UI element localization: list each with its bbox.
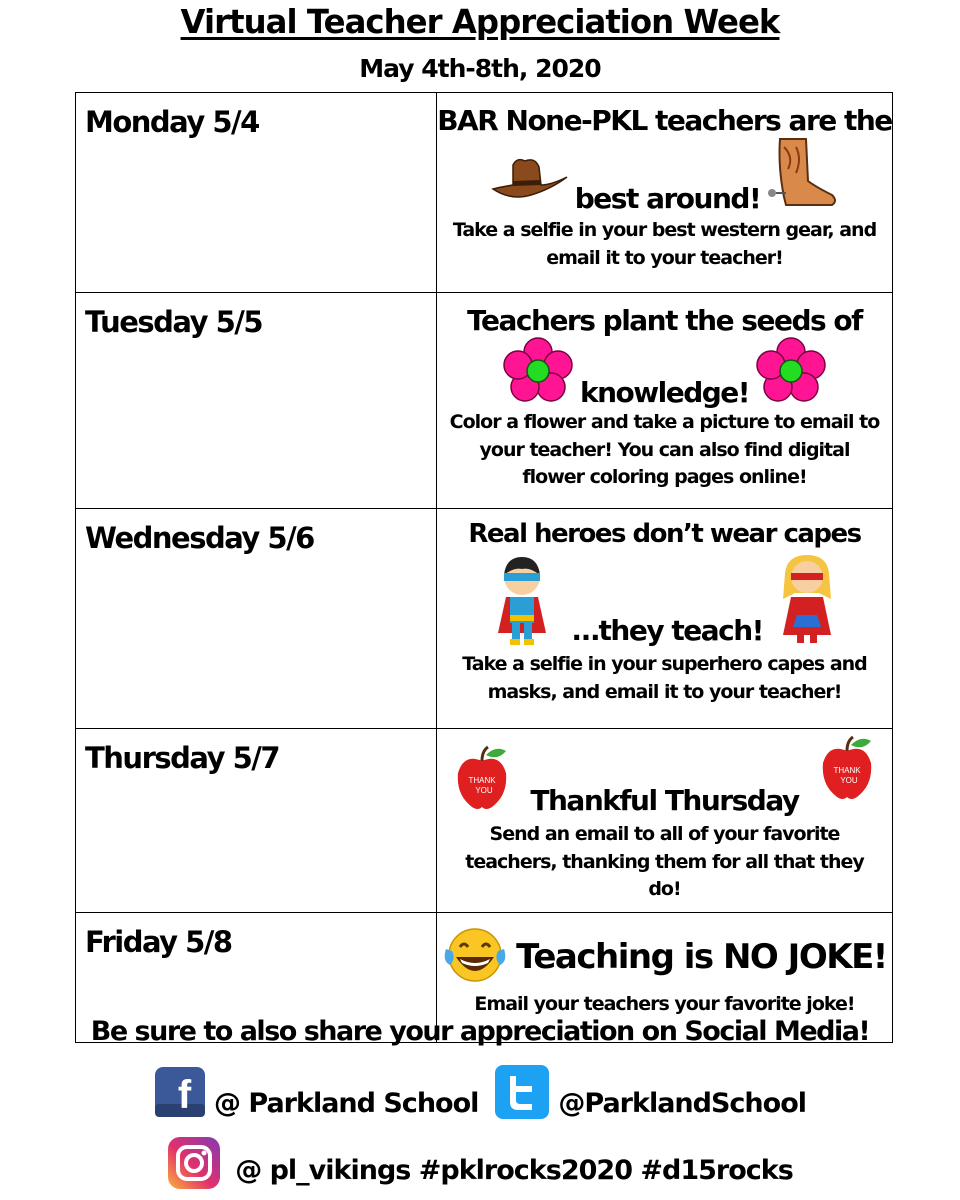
cowboy-hat-icon xyxy=(491,155,569,203)
day-label: Monday 5/4 xyxy=(85,105,259,139)
activity-heading: Real heroes don’t wear capes xyxy=(468,519,861,549)
social-line-facebook-twitter xyxy=(0,1064,960,1120)
apple-text-you: YOU xyxy=(475,786,494,795)
twitter-handle[interactable]: @ParklandSchool xyxy=(558,1087,806,1119)
activity-heading-line2: best around! xyxy=(574,182,761,215)
flower-icon xyxy=(755,337,827,403)
table-row xyxy=(76,729,893,913)
activity-description: Take a selfie in your best western gear, and email it to your teacher! xyxy=(452,219,877,269)
apple-text-you: YOU xyxy=(839,776,858,785)
table-row xyxy=(76,93,893,293)
activity-cell xyxy=(437,509,893,729)
activity-heading-line2: knowledge! xyxy=(579,376,750,409)
page-subtitle: May 4th-8th, 2020 xyxy=(359,54,601,83)
schedule-table xyxy=(75,92,893,1043)
day-label: Tuesday 5/5 xyxy=(85,305,263,339)
activity-description: Email your teachers your favorite joke! xyxy=(474,992,855,1015)
activity-heading-line2: …they teach! xyxy=(572,613,763,647)
social-line-instagram xyxy=(0,1136,960,1190)
thank-you-apple-icon xyxy=(819,735,875,801)
table-row xyxy=(76,509,893,729)
superhero-boy-icon xyxy=(494,553,550,649)
cowboy-boot-icon xyxy=(766,137,838,213)
day-label: Wednesday 5/6 xyxy=(85,521,314,555)
page-title: Virtual Teacher Appreciation Week xyxy=(180,2,780,41)
day-cell xyxy=(76,293,437,509)
instagram-handle[interactable]: @ pl_vikings #pklrocks2020 #d15rocks xyxy=(235,1154,793,1186)
activity-heading: Thankful Thursday xyxy=(530,783,799,817)
table-row xyxy=(76,293,893,509)
facebook-icon[interactable] xyxy=(154,1066,206,1118)
laughing-emoji-icon xyxy=(442,927,508,987)
activity-cell xyxy=(437,293,893,509)
activity-cell xyxy=(437,729,893,913)
activity-heading: Teaching is NO JOKE! xyxy=(516,936,887,977)
activity-cell xyxy=(437,93,893,293)
activity-heading: BAR None-PKL teachers are the xyxy=(437,104,892,137)
facebook-glyph: f xyxy=(177,1073,191,1117)
day-label: Friday 5/8 xyxy=(85,924,232,959)
activity-heading: Teachers plant the seeds of xyxy=(467,304,862,337)
apple-text-thank: THANK xyxy=(468,776,496,785)
thank-you-apple-icon xyxy=(454,745,510,811)
twitter-icon[interactable] xyxy=(494,1064,550,1120)
superhero-girl-icon xyxy=(779,553,835,649)
facebook-handle[interactable]: @ Parkland School xyxy=(213,1087,479,1119)
flower-icon xyxy=(502,337,574,403)
day-cell xyxy=(76,509,437,729)
activity-description: Take a selfie in your superhero capes and masks, and email it to your teacher! xyxy=(462,653,867,703)
apple-text-thank: THANK xyxy=(833,766,861,775)
day-cell xyxy=(76,729,437,913)
activity-description: Color a flower and take a picture to email to your teacher! You can also find digital flower coloring pages online! xyxy=(449,411,880,489)
instagram-icon[interactable] xyxy=(167,1136,221,1190)
activity-description: Send an email to all of your favorite teachers, thanking them for all that they do! xyxy=(465,823,864,901)
social-media-heading: Be sure to also share your appreciation on Social Media! xyxy=(90,1016,870,1047)
day-label: Thursday 5/7 xyxy=(85,741,280,775)
day-cell xyxy=(76,93,437,293)
